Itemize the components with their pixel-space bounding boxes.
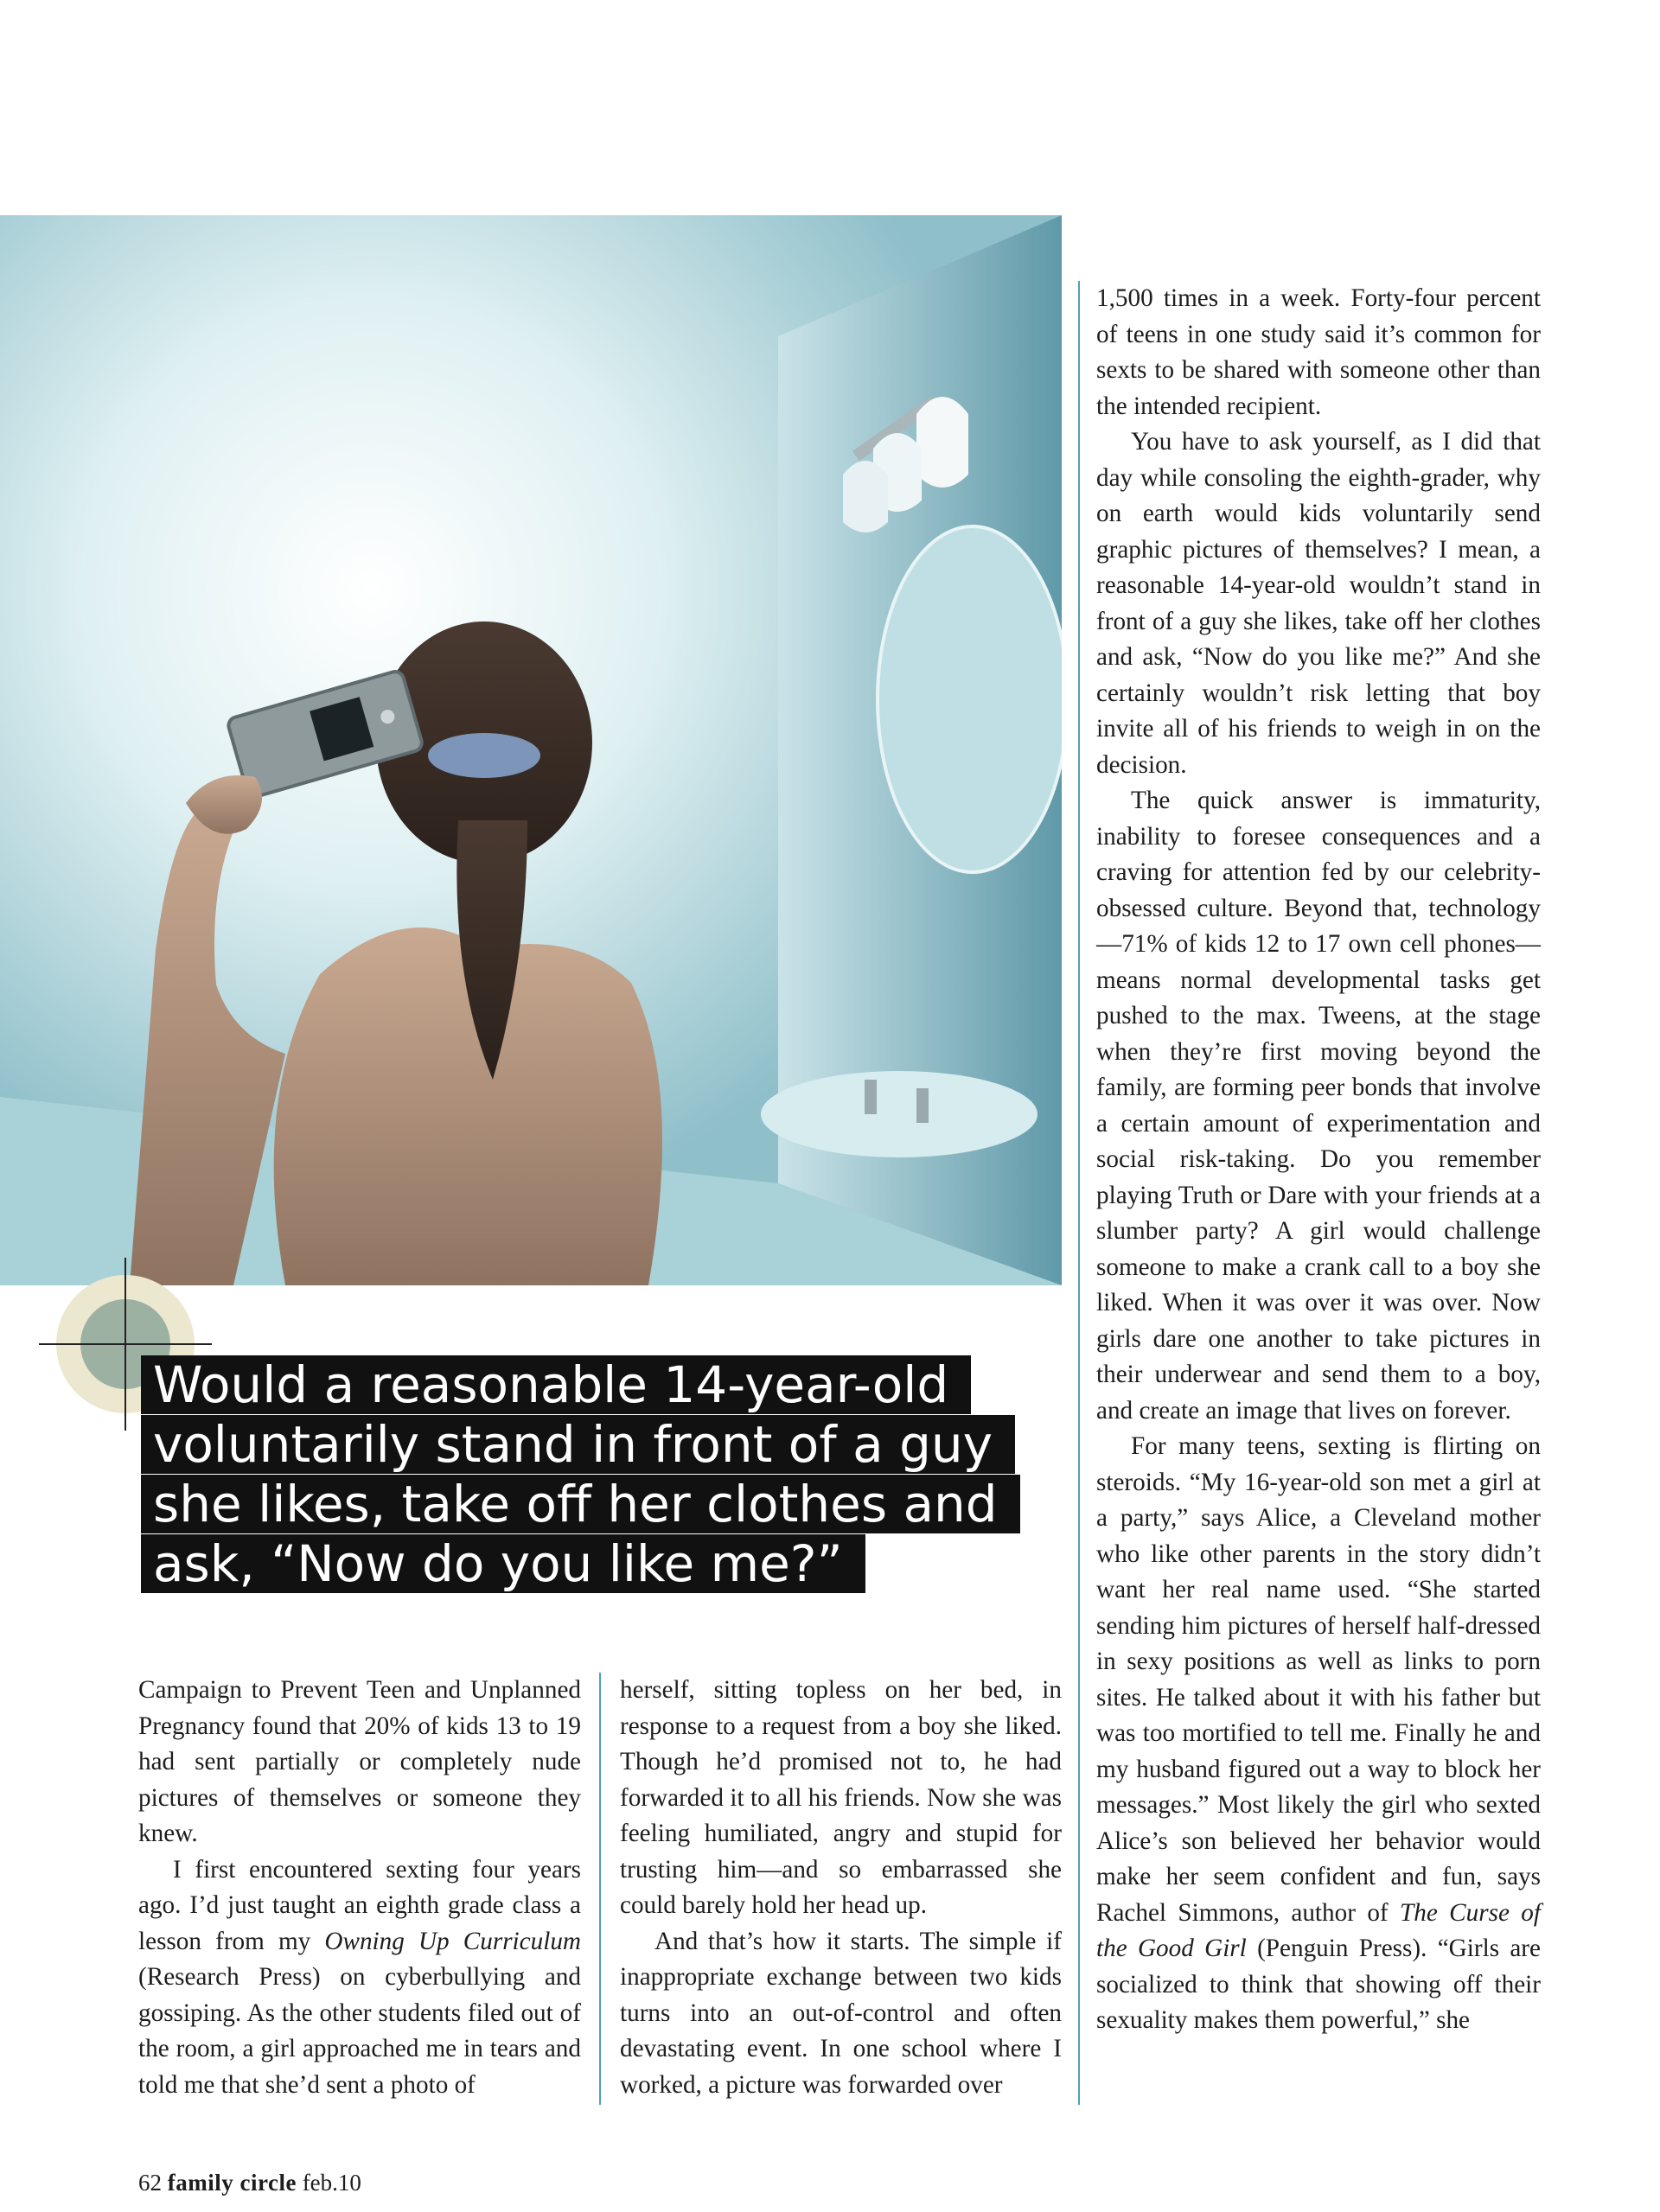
- pull-quote-line: she likes, take off her clothes and: [141, 1475, 1020, 1533]
- text-run: I first encountered sexting four years ago. I’d just taught an eighth grade class a lesson from my: [138, 1855, 581, 1955]
- article-column-1: [138, 1673, 581, 2103]
- pull-quote-line: voluntarily stand in front of a guy: [141, 1415, 1015, 1474]
- article-photo: [0, 215, 1062, 1285]
- paragraph: 1,500 times in a week. Forty-four percent of teens in one study said it’s common for sexts to be shared with someone other than the intended recipient.: [1096, 284, 1541, 420]
- paragraph: herself, sitting topless on her bed, in response to a request from a boy she liked. Though he’d promised not to, he had forwarded it to all his friends. Now she was feeling humiliated, angry and stupid for trusting him—and so embarrassed she could barely hold her head up.: [620, 1676, 1062, 1919]
- issue-date: feb.10: [302, 2170, 361, 2196]
- text-run: For many teens, sexting is flirting on steroids. “My 16-year-old son met a girl at a party,” says Alice, a Cleveland mother who like other parents in the story didn’t want her real name used. “She started sending him pictures of herself half-dressed in sexy positions as well as links to porn sites. He talked about it with his father but was too mortified to tell me. Finally he and my husband figured out a way to block her messages.” Most likely the girl who sexted Alice’s son believed her behavior would make her seem confident and fun, says Rachel Simmons, author of: [1096, 1432, 1541, 1927]
- girl-taking-mirror-selfie-photo: [0, 215, 1062, 1285]
- pull-quote: [141, 1355, 998, 1594]
- column-divider: [1078, 281, 1080, 2105]
- magazine-name: family circle: [167, 2170, 297, 2196]
- page-footer: [138, 2170, 361, 2196]
- pull-quote-line: ask, “Now do you like me?”: [141, 1534, 865, 1593]
- book-title: Owning Up Curriculum: [324, 1927, 581, 1955]
- article-column-3: [1096, 281, 1541, 2039]
- article-column-2: [620, 1673, 1062, 2103]
- paragraph: [138, 1852, 581, 2104]
- pull-quote-line: Would a reasonable 14-year-old: [141, 1355, 971, 1414]
- book-title: The Curse of the Good Girl: [1096, 1898, 1541, 1962]
- paragraph: [1096, 1429, 1541, 2039]
- paragraph: You have to ask yourself, as I did that day while consoling the eighth-grader, why on earth would kids voluntarily send graphic pictures of themselves? I mean, a reasonable 14-year-old wouldn’t stand in front of a guy she likes, take off her clothes and ask, “Now do you like me?” And she certainly wouldn’t risk letting that boy invite all of his friends to weigh in on the decision.: [1096, 428, 1541, 779]
- text-run: (Research Press) on cyberbullying and gossiping. As the other students filed out of the room, a girl approached me in tears and told me that she’d sent a photo of: [138, 1963, 581, 2099]
- column-divider: [599, 1673, 601, 2105]
- paragraph: Campaign to Prevent Teen and Unplanned Pregnancy found that 20% of kids 13 to 19 had sent partially or completely nude pictures of themselves or someone they knew.: [138, 1676, 581, 1847]
- paragraph: And that’s how it starts. The simple if inappropriate exchange between two kids turns into an out-of-control and often devastating event. In one school where I worked, a picture was forwarded over: [620, 1927, 1062, 2099]
- text-run: (Penguin Press). “Girls are socialized to think that showing off their sexuality makes them powerful,” she: [1096, 1935, 1541, 2034]
- page-number: 62: [138, 2170, 162, 2196]
- paragraph: The quick answer is immaturity, inability to foresee consequences and a craving for attention fed by our celebrity-obsessed culture. Beyond that, technology—71% of kids 12 to 17 own cell phones—means normal developmental tasks get pushed to the max. Tweens, at the stage when they’re first moving beyond the family, are forming peer bonds that involve a certain amount of experimentation and social risk-taking. Do you remember playing Truth or Dare with your friends at a slumber party? A girl would challenge someone to make a crank call to a boy she liked. When it was over it was over. Now girls dare one another to take pictures in their underwear and send them to a boy, and create an image that lives on forever.: [1096, 787, 1541, 1425]
